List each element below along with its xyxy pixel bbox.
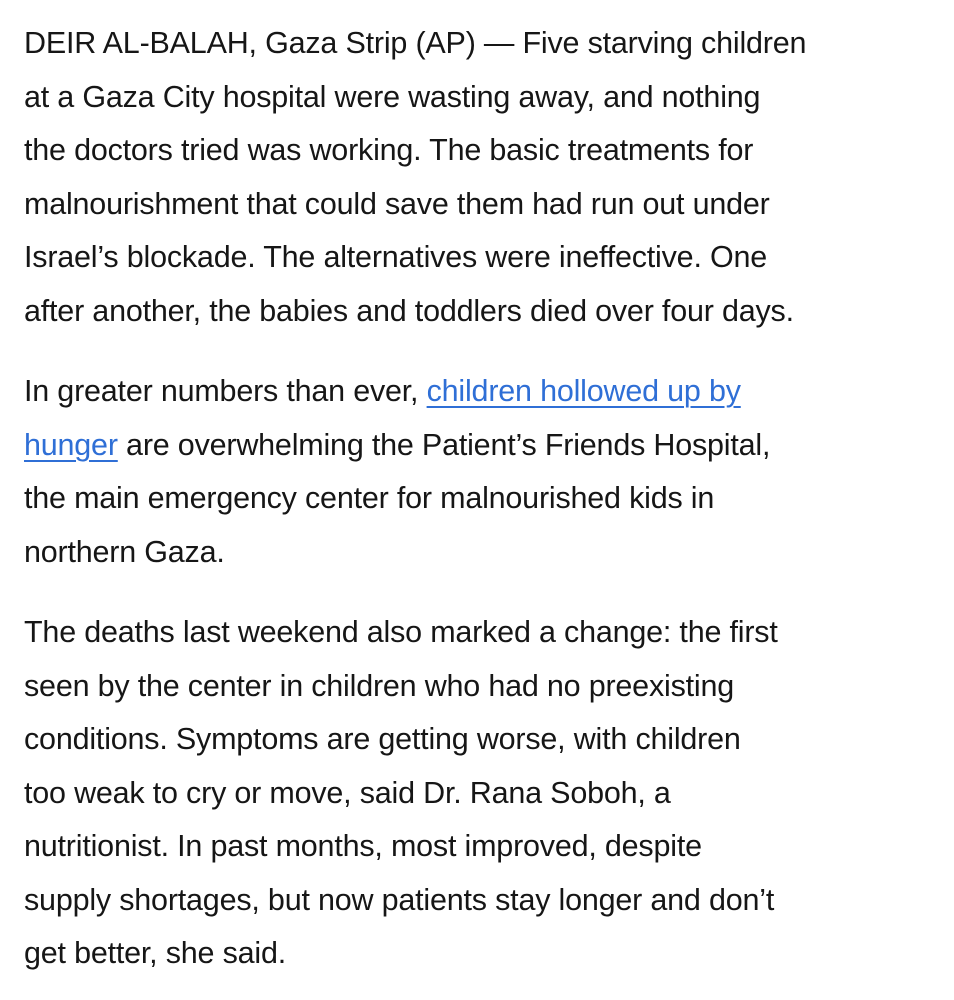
text-line xyxy=(24,419,954,473)
text-line: nutritionist. In past months, most improved, despite xyxy=(24,829,702,863)
article-body xyxy=(24,17,954,981)
text-line: conditions. Symptoms are getting worse, with children xyxy=(24,722,741,756)
paragraph-2 xyxy=(24,365,954,579)
text-line: get better, she said. xyxy=(24,936,287,970)
text-line: supply shortages, but now patients stay longer and don’t xyxy=(24,882,775,917)
text-line: after another, the babies and toddlers died over four days. xyxy=(24,293,794,328)
text-line: DEIR AL-BALAH, Gaza Strip (AP) — Five starving children xyxy=(24,26,807,60)
text-line: too weak to cry or move, said Dr. Rana Soboh, a xyxy=(24,775,671,810)
text-line: seen by the center in children who had no preexisting xyxy=(24,668,734,703)
text-line: at a Gaza City hospital were wasting away, and nothing xyxy=(24,79,761,114)
paragraph-1 xyxy=(24,17,954,338)
paragraph-spacer xyxy=(24,579,954,606)
text-line: the doctors tried was working. The basic treatments for xyxy=(24,133,754,167)
text-line: Israel’s blockade. The alternatives were ineffective. One xyxy=(24,240,768,274)
text-segment: In greater numbers than ever, xyxy=(24,374,427,408)
text-line: The deaths last weekend also marked a change: the first xyxy=(24,615,778,649)
text-line xyxy=(24,365,954,419)
children-hollowed-link[interactable]: children hollowed up by xyxy=(426,374,741,408)
text-line: malnourishment that could save them had run out under xyxy=(24,186,770,221)
text-line: the main emergency center for malnourished kids in xyxy=(24,481,715,515)
text-line: northern Gaza. xyxy=(24,534,225,569)
paragraph-3 xyxy=(24,606,954,981)
text-segment: are overwhelming the Patient’s Friends Hospital, xyxy=(117,427,771,462)
paragraph-spacer xyxy=(24,338,954,365)
children-hollowed-link-continued[interactable]: hunger xyxy=(24,427,118,462)
